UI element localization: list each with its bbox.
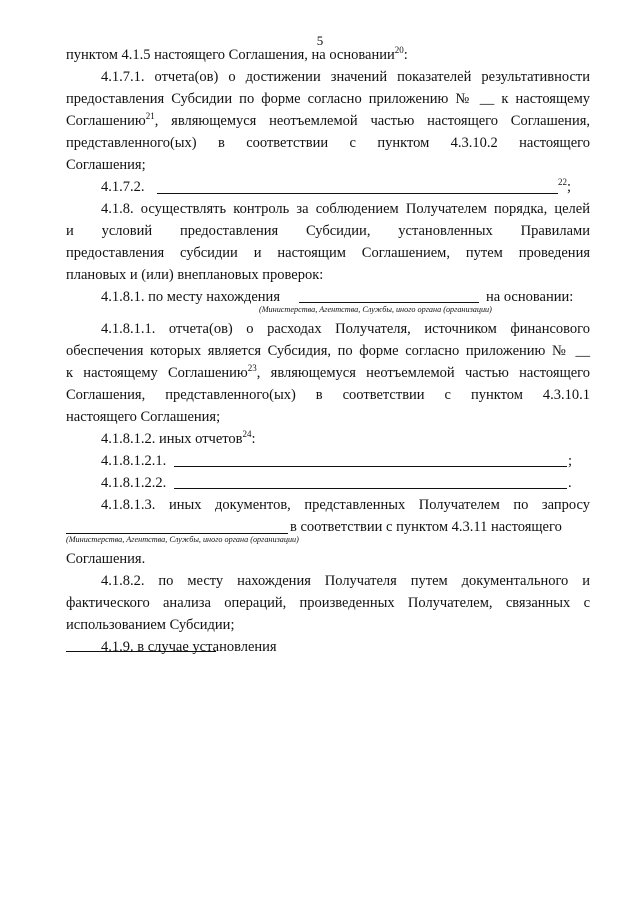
blank-line	[174, 488, 567, 489]
field-caption: (Министерства, Агентства, Службы, иного органа (организации)	[66, 535, 299, 544]
text-line: 4.1.8.1.3. иных документов, представленных Получателем по запросу	[101, 497, 590, 513]
text-line: плановых и (или) внеплановых проверок:	[66, 267, 324, 283]
text-line: и условий предоставления Субсидии, установленных Правилами	[66, 223, 590, 239]
blank-line	[299, 302, 479, 303]
text-line: 4.1.8.1.2.2.	[101, 475, 167, 491]
text-line: настоящего Соглашения;	[66, 409, 221, 425]
text-line: 4.1.8.1. по месту нахождения	[101, 289, 280, 305]
field-caption: (Министерства, Агентства, Службы, иного органа (организации)	[259, 305, 492, 314]
text-line: обеспечения которых является Субсидия, по форме согласно приложению № __	[66, 343, 590, 359]
text-line: 4.1.8.1.1. отчета(ов) о расходах Получателя, источником финансового	[101, 321, 590, 337]
text-line: предоставления Субсидии по форме согласно приложению № __ к настоящему	[66, 91, 590, 107]
text-line: 4.1.8.1.2. иных отчетов$^{24}$:	[101, 429, 256, 447]
text-line: пунктом 4.1.5 настоящего Соглашения, на основании$^{20}$:	[66, 45, 408, 63]
page-number: 5	[316, 33, 324, 48]
text-line: представленного(ых) в соответствии с пунктом 4.3.10.2 настоящего	[66, 135, 590, 151]
text-line: 4.1.9. в случае установления	[101, 639, 277, 655]
text-line: Соглашения, представленного(ых) в соответствии с пунктом 4.3.10.1	[66, 387, 590, 403]
text-line: использованием Субсидии;	[66, 617, 235, 633]
text-line: .	[568, 475, 572, 491]
text-line: 4.1.8. осуществлять контроль за соблюдением Получателем порядка, целей	[101, 201, 590, 217]
text-line: $^{22}$;	[558, 177, 572, 195]
text-line: 4.1.8.1.2.1.	[101, 453, 167, 469]
text-line: в соответствии с пунктом 4.3.11 настоящего	[290, 519, 562, 535]
blank-line	[66, 533, 288, 534]
text-line: предоставления субсидии и настоящим Соглашением, путем проведения	[66, 245, 590, 261]
text-line: Соглашения;	[66, 157, 146, 173]
text-line: фактического анализа операций, произведенных Получателем, связанных с	[66, 595, 590, 611]
blank-line	[174, 466, 567, 467]
text-line: Соглашению$^{21}$, являющемуся неотъемлемой частью настоящего Соглашения,	[66, 111, 590, 129]
text-line: к настоящему Соглашению$^{23}$, являющемуся неотъемлемой частью настоящего	[66, 363, 591, 381]
footnote-separator	[66, 651, 216, 652]
text-line: Соглашения.	[66, 551, 146, 567]
text-line: 4.1.7.1. отчета(ов) о достижении значений показателей результативности	[101, 69, 590, 85]
text-line: 4.1.7.2.	[101, 179, 145, 195]
blank-line	[157, 193, 558, 194]
text-line: на основании:	[486, 289, 574, 305]
text-line: ;	[568, 453, 573, 469]
text-line: 4.1.8.2. по месту нахождения Получателя путем документального и	[101, 573, 590, 589]
